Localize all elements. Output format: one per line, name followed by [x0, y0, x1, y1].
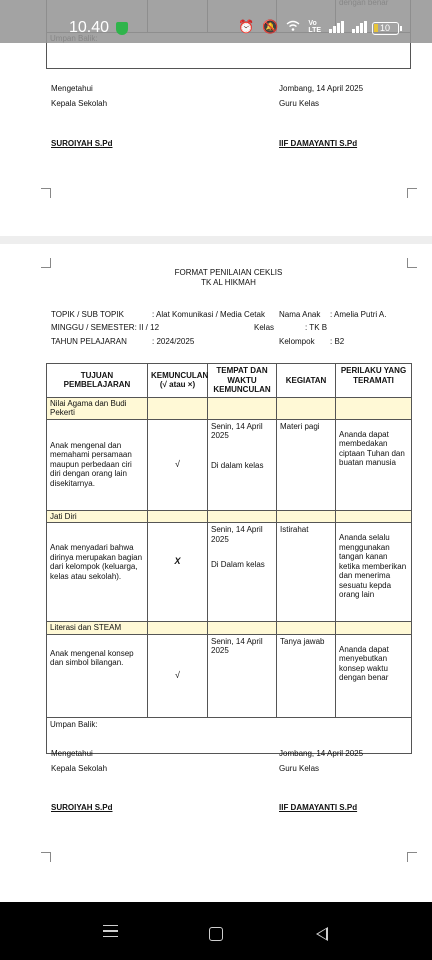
kepala-sekolah-name: SUROIYAH S.Pd [51, 139, 113, 148]
nama-anak-value: : Amelia Putri A. [330, 310, 387, 319]
table-row [47, 634, 412, 717]
section-name: Jati Diri [47, 510, 148, 523]
table-row [47, 419, 412, 510]
tahun-pelajaran-label: TAHUN PELAJARAN [51, 337, 127, 346]
page-corner-mark [41, 188, 51, 198]
section-row [47, 510, 412, 523]
form-title: FORMAT PENILAIAN CEKLIS [174, 268, 283, 277]
home-icon[interactable] [209, 927, 223, 941]
wifi-icon [286, 20, 300, 34]
kepala-sekolah-label: Kepala Sekolah [51, 99, 108, 108]
tujuan-cell: Anak menyadari bahwa dirinya merupakan bagian dari kelompok (keluarga, kelas atau sekolah). [47, 523, 148, 622]
assessment-table [46, 363, 412, 754]
kepala-sekolah-label: Kepala Sekolah [51, 764, 108, 773]
umpan-balik-label: Umpan Balik: [47, 717, 412, 753]
mute-icon: 🔕 [262, 19, 279, 34]
kelompok-label: Kelompok [279, 337, 315, 346]
tujuan-cell: Anak mengenal konsep dan simbol bilangan. [47, 634, 148, 717]
battery-icon [372, 22, 399, 35]
page-corner-mark [41, 852, 51, 862]
kepala-sekolah-name: SUROIYAH S.Pd [51, 803, 113, 812]
umpan-balik-row [47, 717, 412, 753]
table-header-row [47, 364, 412, 398]
alarm-icon: ⏰ [238, 19, 255, 34]
page-corner-mark [407, 188, 417, 198]
perilaku-cell: Ananda dapat membedakan ciptaan Tuhan dan buatan manusia [336, 419, 412, 510]
page-separator [0, 236, 432, 244]
guru-kelas-label: Guru Kelas [279, 764, 320, 773]
topik-value: : Alat Komunikasi / Media Cetak [152, 310, 265, 319]
tahun-pelajaran-value: : 2024/2025 [152, 337, 195, 346]
tempat-waktu-cell: Senin, 14 April 2025 Di Dalam kelas [208, 523, 277, 622]
kegiatan-cell: Tanya jawab [277, 634, 336, 717]
signal-icon [329, 21, 344, 33]
header-perilaku: PERILAKU YANG TERAMATI [336, 364, 412, 398]
status-time: 10.40 [69, 19, 110, 36]
nama-anak-label: Nama Anak [279, 310, 321, 319]
menu-icon[interactable] [103, 925, 118, 937]
kelas-value: : TK B [305, 323, 328, 332]
topik-label: TOPIK / SUB TOPIK [51, 310, 124, 319]
guru-name: IIF DAMAYANTI S.Pd [279, 803, 358, 812]
place-date: Jombang, 14 April 2025 [279, 749, 364, 758]
place-date: Jombang, 14 April 2025 [279, 84, 364, 93]
tujuan-cell: Anak mengenal dan memahami persamaan maupun perbedaan ciri diri dengan orang lain disekitarnya. [47, 419, 148, 510]
tempat-waktu-cell: Senin, 14 April 2025 Di dalam kelas [208, 419, 277, 510]
mengetahui-label: Mengetahui [51, 84, 93, 93]
status-icons [238, 20, 367, 34]
kemunculan-mark: X [148, 523, 208, 622]
perilaku-cell: Ananda selalu menggunakan tangan kanan ketika memberikan dan menerima sesuatu kepda orang lain [336, 523, 412, 622]
battery-level: 10 [380, 23, 391, 33]
page-corner-mark [407, 258, 417, 268]
header-tujuan: TUJUAN PEMBELAJARAN [47, 364, 148, 398]
mengetahui-label: Mengetahui [51, 749, 93, 758]
perilaku-cell: Ananda dapat menyebutkan konsep waktu dengan benar [336, 634, 412, 717]
volte-icon: Vo LTE [308, 20, 322, 34]
section-row [47, 397, 412, 419]
page-corner-mark [41, 258, 51, 268]
status-bar [0, 0, 432, 43]
section-row [47, 622, 412, 635]
guru-name: IIF DAMAYANTI S.Pd [279, 139, 358, 148]
kemunculan-mark: √ [148, 419, 208, 510]
kelas-label: Kelas [254, 323, 275, 332]
kegiatan-cell: Materi pagi [277, 419, 336, 510]
minggu-semester: MINGGU / SEMESTER: II / 12 [51, 323, 160, 332]
kegiatan-cell: Istirahat [277, 523, 336, 622]
tempat-waktu-cell: Senin, 14 April 2025 [208, 634, 277, 717]
page-corner-mark [407, 852, 417, 862]
header-tempat-waktu: TEMPAT DAN WAKTU KEMUNCULAN [208, 364, 277, 398]
guru-kelas-label: Guru Kelas [279, 99, 320, 108]
school-name: TK AL HIKMAH [201, 278, 256, 287]
back-icon[interactable] [316, 927, 328, 941]
shield-icon [116, 22, 128, 35]
navigation-bar [0, 902, 432, 960]
kemunculan-mark: √ [148, 634, 208, 717]
kelompok-value: : B2 [330, 337, 345, 346]
header-kegiatan: KEGIATAN [277, 364, 336, 398]
table-row [47, 523, 412, 622]
signal-icon [352, 21, 367, 33]
section-name: Literasi dan STEAM [47, 622, 148, 635]
header-kemunculan: KEMUNCULAN (√ atau ×) [148, 364, 208, 398]
section-name: Nilai Agama dan Budi Pekerti [47, 397, 148, 419]
